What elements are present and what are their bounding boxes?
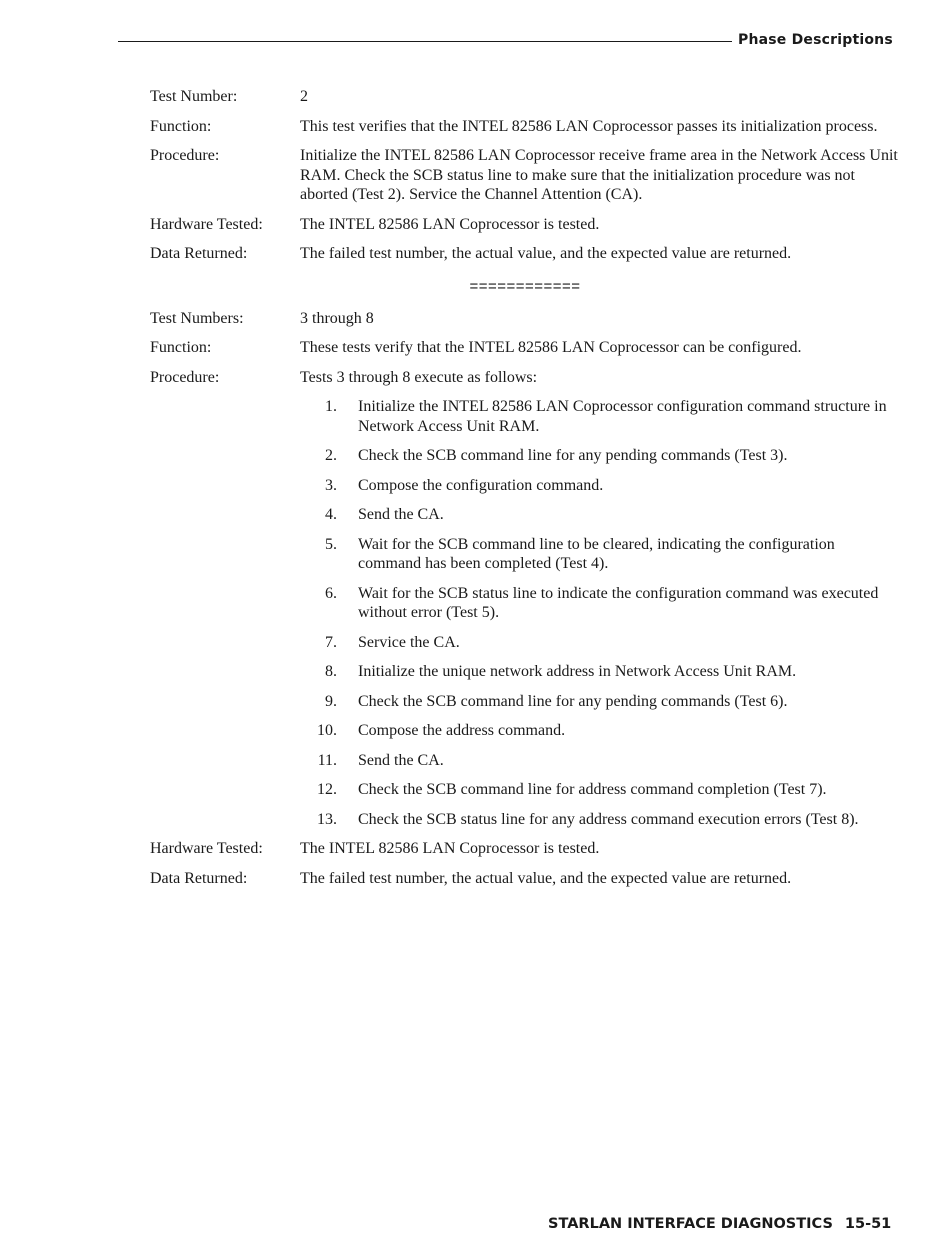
procedure-step [300, 476, 900, 496]
test2-procedure-value [300, 368, 900, 840]
step-text: Wait for the SCB command line to be cleared, indicating the configuration command has been completed (Test 4). [358, 535, 835, 572]
step-number: 7. [325, 633, 337, 651]
procedure-steps-list [300, 397, 900, 829]
step-text: Send the CA. [358, 751, 444, 769]
separator-text: ============ [469, 277, 581, 295]
step-text: Send the CA. [358, 506, 444, 523]
step-text: Check the SCB command line for address command completion (Test 7). [358, 781, 827, 798]
test2-data-value: The failed test number, the actual value, and the expected value are returned. [300, 869, 792, 887]
step-text: Initialize the INTEL 82586 LAN Coprocessor configuration command structure in Network Access Unit RAM. [358, 398, 887, 435]
step-number: 13. [317, 810, 337, 828]
step-number: 2. [325, 447, 337, 464]
procedure-step [300, 535, 900, 574]
step-text: Check the SCB command line for any pending commands (Test 6). [358, 692, 788, 710]
procedure-step [300, 505, 900, 525]
test1-procedure-row [150, 146, 910, 205]
step-text: Initialize the unique network address in Network Access Unit RAM. [358, 663, 797, 680]
test2-hardware-row [150, 839, 910, 859]
procedure-step [300, 633, 900, 653]
step-text: Service the CA. [358, 633, 460, 651]
procedure-step [300, 780, 900, 800]
procedure-step [300, 692, 900, 712]
step-number: 9. [325, 692, 337, 710]
test1-function-row [150, 117, 910, 137]
test2-hardware-value: The INTEL 82586 LAN Coprocessor is tested. [300, 840, 600, 857]
step-number: 4. [325, 506, 337, 523]
step-text: Check the SCB status line for any address command execution errors (Test 8). [358, 810, 859, 828]
step-number: 3. [325, 476, 337, 494]
step-number: 1. [325, 398, 337, 415]
procedure-step [300, 721, 900, 741]
test2-procedure-label: Procedure: [150, 368, 220, 386]
procedure-intro: Tests 3 through 8 execute as follows: [300, 368, 538, 386]
section-separator [300, 279, 900, 295]
step-number: 11. [317, 751, 337, 769]
test2-function-row [150, 338, 910, 358]
step-text: Compose the address command. [358, 722, 566, 739]
step-text: Check the SCB command line for any pending commands (Test 3). [358, 447, 788, 464]
footer-page-number: 15-51 [844, 1216, 892, 1232]
footer-section-title: STARLAN INTERFACE DIAGNOSTICS [548, 1216, 833, 1232]
test1-procedure-label: Procedure: [150, 147, 220, 164]
test1-hardware-label: Hardware Tested: [150, 215, 263, 233]
test2-number-row [150, 309, 910, 329]
procedure-step [300, 584, 900, 623]
test1-function-value: This test verifies that the INTEL 82586 LAN Coprocessor passes its initialization process. [300, 117, 878, 135]
step-number: 6. [325, 584, 337, 602]
test1-procedure-value: Initialize the INTEL 82586 LAN Coprocessor receive frame area in the Network Access Unit RAM. Check the SCB status line to make sure that the initialization procedure was not aborted (Test 2). Service the Channel Attention (CA). [300, 147, 898, 203]
test1-data-row [150, 244, 910, 264]
test1-hardware-row [150, 215, 910, 235]
test1-function-label: Function: [150, 117, 212, 135]
header-rule [118, 41, 732, 42]
test2-data-label: Data Returned: [150, 869, 248, 887]
step-text: Compose the configuration command. [358, 476, 604, 494]
test1-data-value: The failed test number, the actual value, and the expected value are returned. [300, 245, 792, 262]
test2-hardware-label: Hardware Tested: [150, 840, 263, 857]
test1-number-row [150, 87, 910, 107]
procedure-step [300, 662, 900, 682]
test1-number-label: Test Number: [150, 88, 238, 105]
step-number: 12. [317, 781, 337, 798]
step-number: 5. [325, 535, 337, 553]
test1-data-label: Data Returned: [150, 245, 248, 262]
test2-data-row [150, 869, 910, 889]
procedure-step [300, 751, 900, 771]
procedure-step [300, 397, 900, 436]
step-number: 10. [317, 722, 337, 739]
procedure-step [300, 810, 900, 830]
test2-function-label: Function: [150, 339, 212, 356]
test1-hardware-value: The INTEL 82586 LAN Coprocessor is tested. [300, 215, 600, 233]
page-footer [548, 1216, 891, 1232]
test2-number-value: 3 through 8 [300, 309, 374, 327]
test2-function-value: These tests verify that the INTEL 82586 LAN Coprocessor can be configured. [300, 339, 802, 356]
step-number: 8. [325, 663, 337, 680]
page-content [150, 87, 910, 898]
test2-procedure-row [150, 368, 910, 840]
step-text: Wait for the SCB status line to indicate the configuration command was executed without error (Test 5). [358, 584, 879, 621]
test2-number-label: Test Numbers: [150, 309, 244, 327]
test1-number-value: 2 [300, 88, 308, 105]
page-header-title: Phase Descriptions [738, 32, 893, 48]
procedure-step [300, 446, 900, 466]
